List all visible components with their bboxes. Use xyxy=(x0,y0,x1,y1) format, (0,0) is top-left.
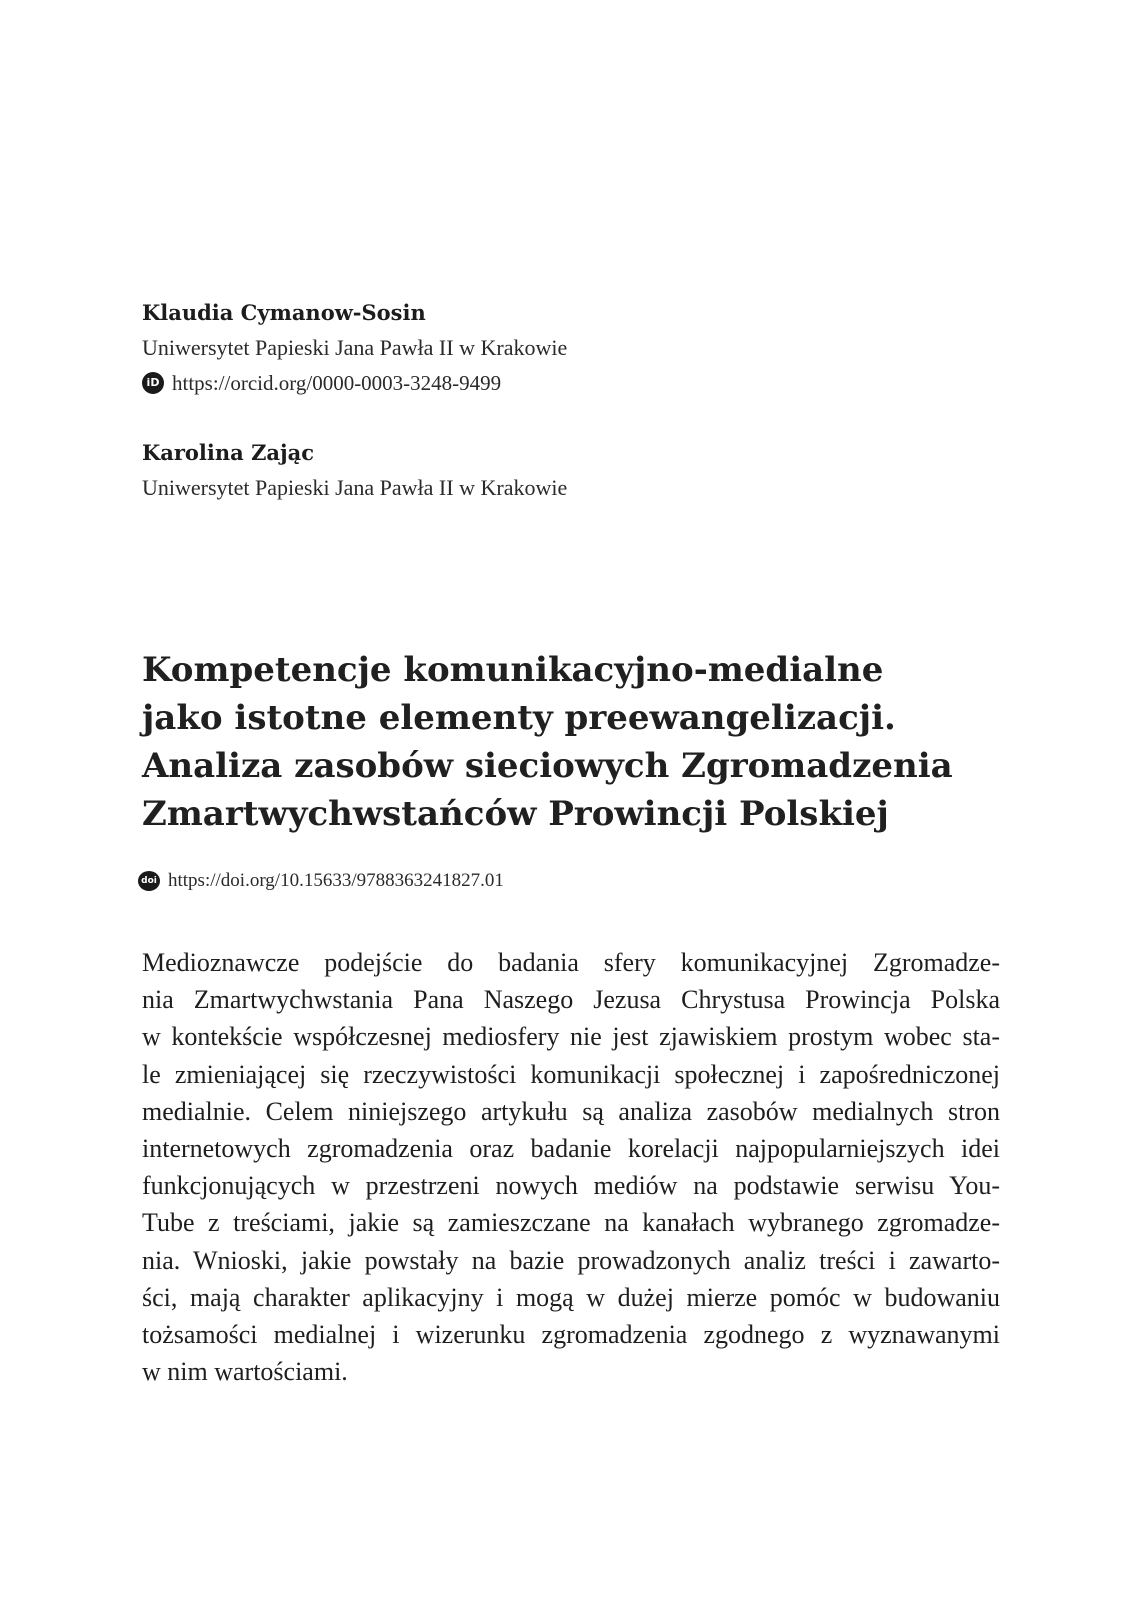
orcid-icon: iD xyxy=(142,372,164,394)
title-line-4: Zmartwychwstańców Prowincji Polskiej xyxy=(142,794,889,834)
authors-section xyxy=(142,300,842,502)
abstract-line-9: nia. Wnioski, jakie powstały na bazie prowadzonych analiz treści i zawarto- xyxy=(142,1245,1000,1275)
author-block-1 xyxy=(142,300,842,396)
title-line-2: jako istotne elementy preewangelizacji. xyxy=(142,698,896,738)
abstract-line-2: nia Zmartwychwstania Pana Naszego Jezusa Chrystusa Prowincja Polska xyxy=(142,985,1000,1015)
title-line-1: Kompetencje komunikacyjno-medialne xyxy=(142,650,884,690)
author-block-2 xyxy=(142,440,842,502)
abstract-line-4: le zmieniającej się rzeczywistości komunikacji społecznej i zapośredniczonej xyxy=(142,1059,1000,1089)
title-line-3: Analiza zasobów sieciowych Zgromadzenia xyxy=(142,746,953,786)
abstract-line-7: funkcjonujących w przestrzeni nowych mediów na podstawie serwisu You- xyxy=(142,1171,1000,1201)
abstract-line-5: medialnie. Celem niniejszego artykułu są analiza zasobów medialnych stron xyxy=(142,1096,1000,1126)
author-name-2: Karolina Zając xyxy=(142,440,314,465)
abstract xyxy=(142,944,1000,1390)
abstract-line-12: w nim wartościami. xyxy=(142,1357,348,1387)
author-name-1: Klaudia Cymanow-Sosin xyxy=(142,300,426,325)
abstract-line-1: Medioznawcze podejście do badania sfery komunikacyjnej Zgromadze- xyxy=(142,948,1000,977)
orcid-link[interactable]: https://orcid.org/0000-0003-3248-9499 xyxy=(172,371,502,395)
abstract-line-10: ści, mają charakter aplikacyjny i mogą w dużej mierze pomóc w budowaniu xyxy=(142,1282,1000,1312)
doi-icon: doi xyxy=(138,871,160,891)
doi-link[interactable]: https://doi.org/10.15633/9788363241827.01 xyxy=(168,870,504,891)
abstract-line-8: Tube z treściami, jakie są zamieszczane na kanałach wybranego zgromadze- xyxy=(142,1208,1000,1238)
author-affiliation-2: Uniwersytet Papieski Jana Pawła II w Krakowie xyxy=(142,475,568,500)
orcid-line xyxy=(142,370,842,396)
abstract-line-3: w kontekście współczesnej mediosfery nie jest zjawiskiem prostym wobec sta- xyxy=(142,1022,1000,1052)
abstract-line-11: tożsamości medialnej i wizerunku zgromadzenia zgodnego z wyznawanymi xyxy=(142,1320,1000,1350)
author-affiliation-1: Uniwersytet Papieski Jana Pawła II w Krakowie xyxy=(142,335,568,360)
article-title xyxy=(142,646,1002,838)
doi-line xyxy=(138,870,504,892)
abstract-line-6: internetowych zgromadzenia oraz badanie korelacji najpopularniejszych idei xyxy=(142,1134,1000,1164)
